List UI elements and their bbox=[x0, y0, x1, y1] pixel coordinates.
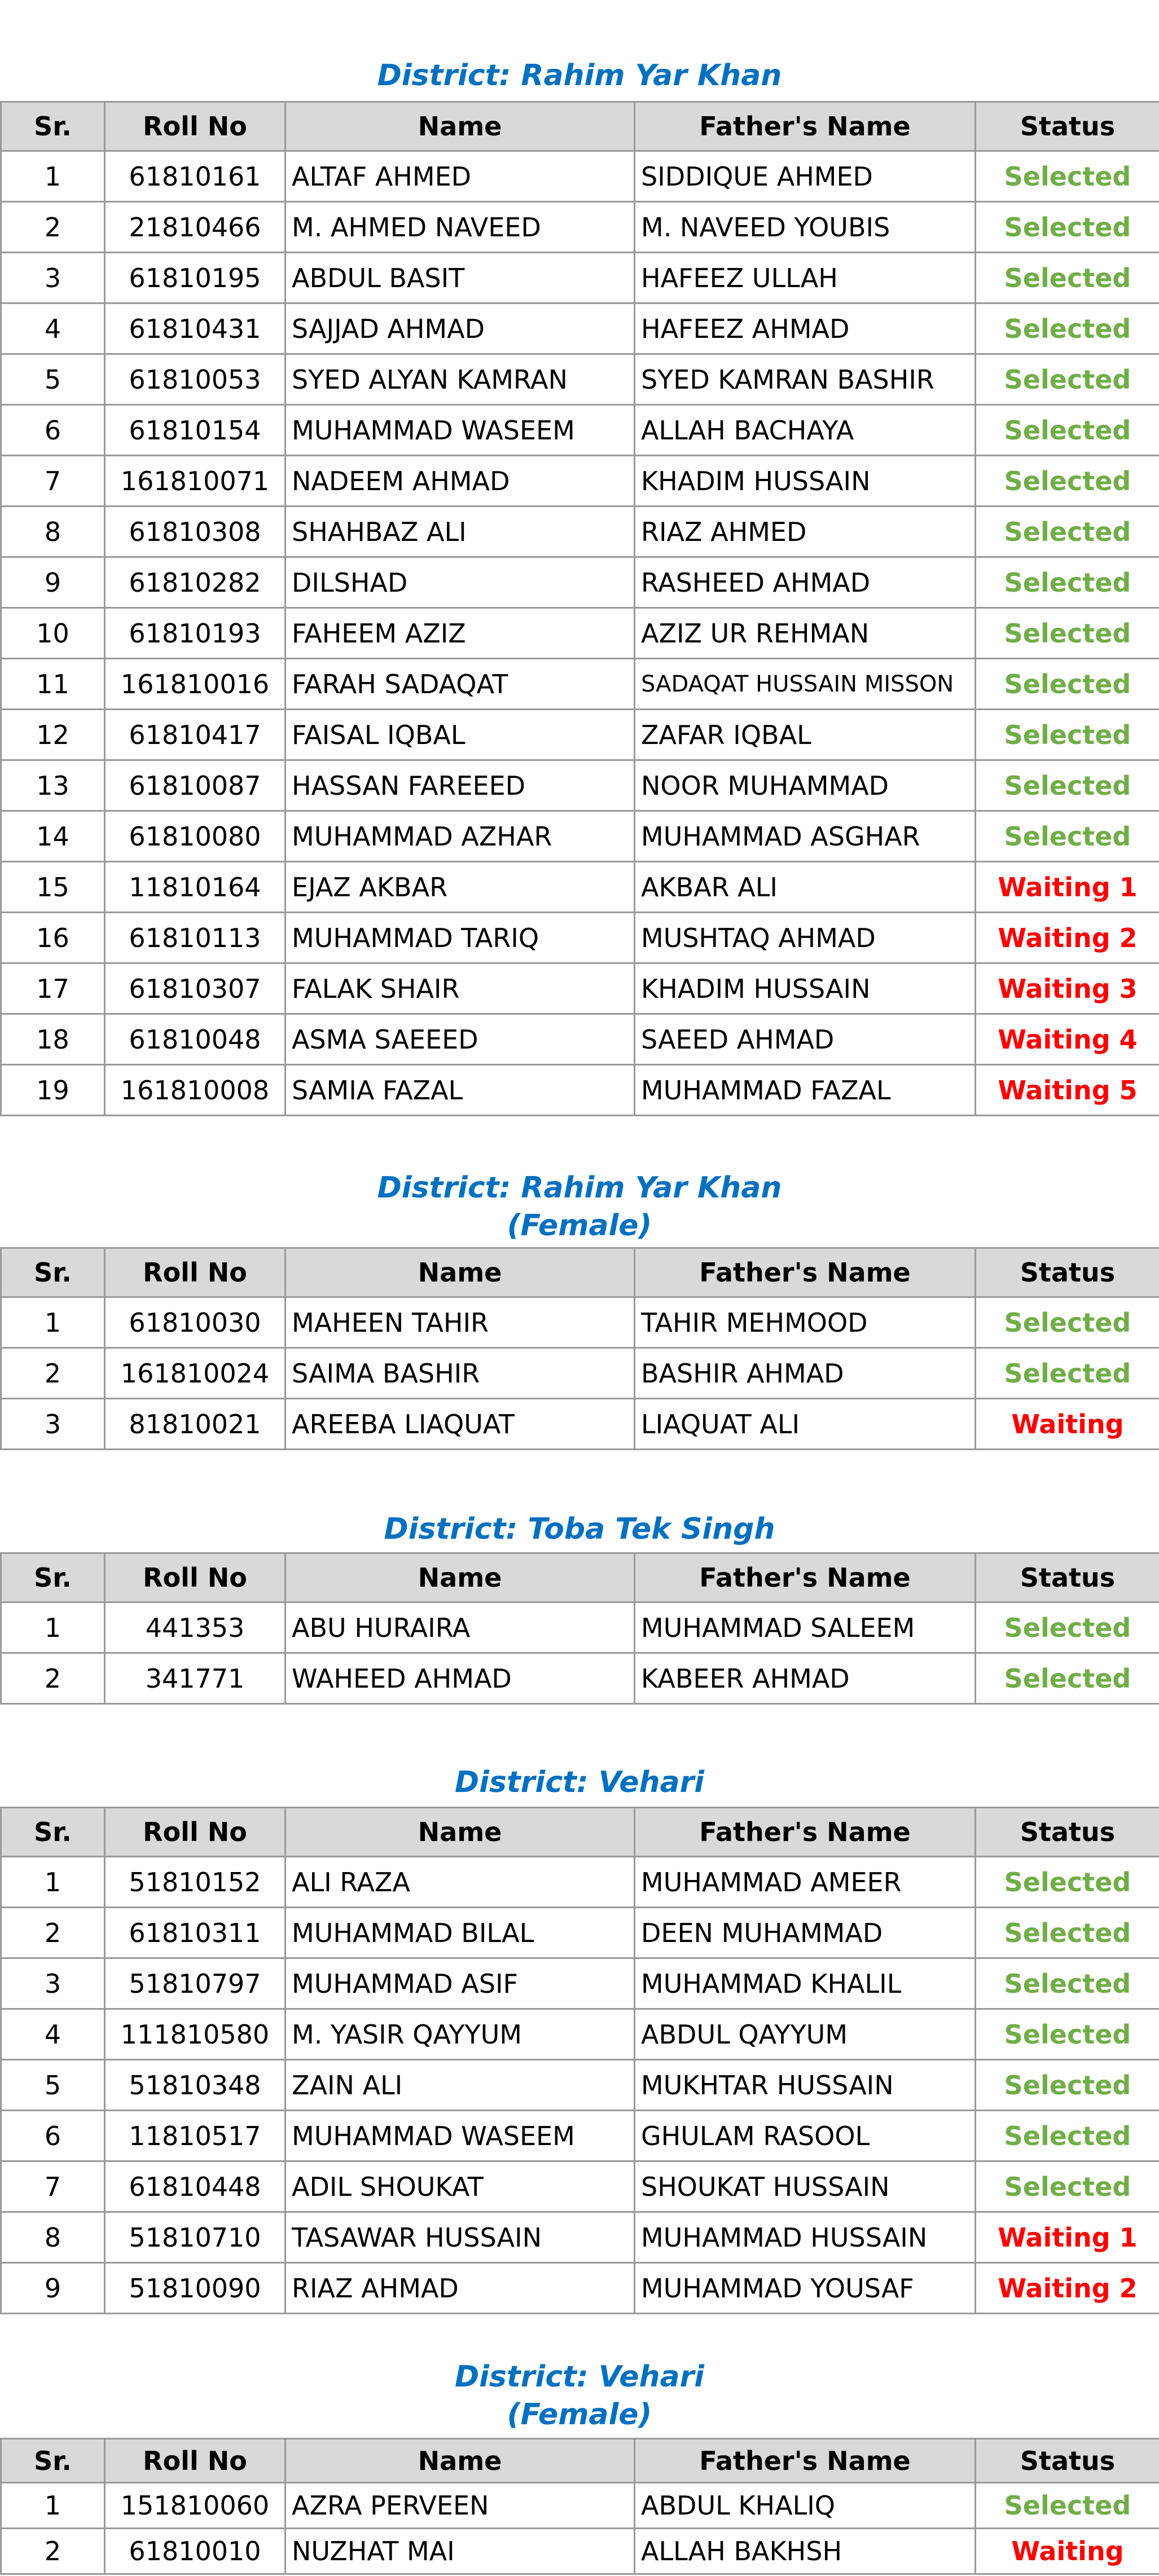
roll-no-cell: 61810053 bbox=[105, 354, 286, 405]
candidates-table bbox=[0, 2438, 1159, 2575]
name-cell: MUHAMMAD BILAL bbox=[286, 1908, 635, 1958]
table-row bbox=[1, 2111, 1159, 2161]
sr-cell: 14 bbox=[1, 811, 105, 862]
fathers-name-cell: MUHAMMAD KHALIL bbox=[635, 1958, 976, 2009]
fathers-name-cell: SAEED AHMAD bbox=[635, 1014, 976, 1065]
name-cell: MAHEEN TAHIR bbox=[286, 1297, 635, 1348]
fathers-name-cell: MUHAMMAD HUSSAIN bbox=[635, 2212, 976, 2263]
sr-cell: 1 bbox=[1, 1857, 105, 1908]
name-cell: SYED ALYAN KAMRAN bbox=[286, 354, 635, 405]
name-cell: MUHAMMAD AZHAR bbox=[286, 811, 635, 862]
fathers-name-cell: MUHAMMAD YOUSAF bbox=[635, 2263, 976, 2314]
table-row bbox=[1, 202, 1159, 253]
roll-no-cell: 161810071 bbox=[105, 456, 286, 507]
table-header-row bbox=[1, 102, 1159, 151]
status-cell: Selected bbox=[976, 202, 1159, 253]
roll-no-cell: 61810282 bbox=[105, 557, 286, 608]
roll-no-cell: 341771 bbox=[105, 1653, 286, 1704]
table-row bbox=[1, 557, 1159, 608]
sr-cell: 1 bbox=[1, 1297, 105, 1348]
table-row bbox=[1, 2009, 1159, 2060]
roll-no-cell: 11810164 bbox=[105, 862, 286, 913]
name-cell: SAMIA FAZAL bbox=[286, 1065, 635, 1116]
district-subtitle: (Female) bbox=[507, 2398, 652, 2432]
candidates-table bbox=[0, 1247, 1159, 1450]
fathers-name-cell: MUKHTAR HUSSAIN bbox=[635, 2060, 976, 2111]
roll-no-cell: 161810008 bbox=[105, 1065, 286, 1116]
status-cell: Selected bbox=[976, 760, 1159, 811]
fathers-name-cell: SIDDIQUE AHMED bbox=[635, 151, 976, 202]
sr-cell: 7 bbox=[1, 456, 105, 507]
fathers-name-cell: MUHAMMAD SALEEM bbox=[635, 1602, 976, 1653]
name-cell: NADEEM AHMAD bbox=[286, 456, 635, 507]
header-sr: Sr. bbox=[1, 1553, 105, 1602]
header-status: Status bbox=[976, 1248, 1159, 1297]
district-title: District: Toba Tek Singh bbox=[384, 1512, 775, 1546]
name-cell: MUHAMMAD TARIQ bbox=[286, 913, 635, 963]
table-header-row bbox=[1, 1553, 1159, 1602]
table-row bbox=[1, 1653, 1159, 1704]
sr-cell: 3 bbox=[1, 253, 105, 303]
roll-no-cell: 61810195 bbox=[105, 253, 286, 303]
status-cell: Waiting bbox=[976, 2529, 1159, 2574]
status-cell: Selected bbox=[976, 2060, 1159, 2111]
sr-cell: 2 bbox=[1, 202, 105, 253]
fathers-name-cell: SHOUKAT HUSSAIN bbox=[635, 2161, 976, 2212]
fathers-name-cell: M. NAVEED YOUBIS bbox=[635, 202, 976, 253]
sr-cell: 12 bbox=[1, 710, 105, 760]
fathers-name-cell: ABDUL KHALIQ bbox=[635, 2483, 976, 2529]
sr-cell: 3 bbox=[1, 1399, 105, 1450]
candidates-table bbox=[0, 101, 1159, 1116]
table-row bbox=[1, 1908, 1159, 1958]
status-cell: Selected bbox=[976, 1958, 1159, 2009]
fathers-name-cell: AZIZ UR REHMAN bbox=[635, 608, 976, 659]
name-cell: TASAWAR HUSSAIN bbox=[286, 2212, 635, 2263]
name-cell: DILSHAD bbox=[286, 557, 635, 608]
table-row bbox=[1, 1602, 1159, 1653]
sr-cell: 13 bbox=[1, 760, 105, 811]
fathers-name-cell: ZAFAR IQBAL bbox=[635, 710, 976, 760]
name-cell: MUHAMMAD WASEEM bbox=[286, 405, 635, 456]
status-cell: Waiting bbox=[976, 1399, 1159, 1450]
roll-no-cell: 61810448 bbox=[105, 2161, 286, 2212]
header-status: Status bbox=[976, 1808, 1159, 1857]
roll-no-cell: 51810710 bbox=[105, 2212, 286, 2263]
fathers-name-cell: MUHAMMAD ASGHAR bbox=[635, 811, 976, 862]
header-name: Name bbox=[286, 2439, 635, 2483]
roll-no-cell: 61810010 bbox=[105, 2529, 286, 2574]
header-name: Name bbox=[286, 1553, 635, 1602]
sr-cell: 11 bbox=[1, 659, 105, 710]
name-cell: EJAZ AKBAR bbox=[286, 862, 635, 913]
header-roll-no: Roll No bbox=[105, 102, 286, 151]
roll-no-cell: 61810080 bbox=[105, 811, 286, 862]
roll-no-cell: 61810087 bbox=[105, 760, 286, 811]
table-header-row bbox=[1, 1248, 1159, 1297]
sr-cell: 5 bbox=[1, 2060, 105, 2111]
roll-no-cell: 151810060 bbox=[105, 2483, 286, 2529]
sr-cell: 8 bbox=[1, 507, 105, 557]
name-cell: SAJJAD AHMAD bbox=[286, 303, 635, 354]
fathers-name-cell: HAFEEZ AHMAD bbox=[635, 303, 976, 354]
header-roll-no: Roll No bbox=[105, 2439, 286, 2483]
fathers-name-cell: GHULAM RASOOL bbox=[635, 2111, 976, 2161]
sr-cell: 3 bbox=[1, 1958, 105, 2009]
header-status: Status bbox=[976, 102, 1159, 151]
header-status: Status bbox=[976, 2439, 1159, 2483]
status-cell: Selected bbox=[976, 2009, 1159, 2060]
name-cell: ASMA SAEEED bbox=[286, 1014, 635, 1065]
name-cell: FARAH SADAQAT bbox=[286, 659, 635, 710]
table-row bbox=[1, 2212, 1159, 2263]
table-row bbox=[1, 151, 1159, 202]
name-cell: ADIL SHOUKAT bbox=[286, 2161, 635, 2212]
table-header-row bbox=[1, 1808, 1159, 1857]
fathers-name-cell: MUHAMMAD FAZAL bbox=[635, 1065, 976, 1116]
status-cell: Selected bbox=[976, 1908, 1159, 1958]
sr-cell: 2 bbox=[1, 1348, 105, 1399]
name-cell: ZAIN ALI bbox=[286, 2060, 635, 2111]
name-cell: M. YASIR QAYYUM bbox=[286, 2009, 635, 2060]
fathers-name-cell: NOOR MUHAMMAD bbox=[635, 760, 976, 811]
name-cell: HASSAN FAREEED bbox=[286, 760, 635, 811]
header-fathers-name: Father's Name bbox=[635, 1248, 976, 1297]
roll-no-cell: 441353 bbox=[105, 1602, 286, 1653]
table-row bbox=[1, 1399, 1159, 1450]
status-cell: Waiting 1 bbox=[976, 2212, 1159, 2263]
status-cell: Selected bbox=[976, 811, 1159, 862]
roll-no-cell: 51810348 bbox=[105, 2060, 286, 2111]
district-subtitle: (Female) bbox=[507, 1209, 652, 1243]
sr-cell: 19 bbox=[1, 1065, 105, 1116]
sr-cell: 2 bbox=[1, 1908, 105, 1958]
name-cell: ABDUL BASIT bbox=[286, 253, 635, 303]
name-cell: ALI RAZA bbox=[286, 1857, 635, 1908]
table-row bbox=[1, 253, 1159, 303]
name-cell: ABU HURAIRA bbox=[286, 1602, 635, 1653]
table-row bbox=[1, 2161, 1159, 2212]
table-header-row bbox=[1, 2439, 1159, 2483]
roll-no-cell: 161810016 bbox=[105, 659, 286, 710]
fathers-name-cell: ALLAH BACHAYA bbox=[635, 405, 976, 456]
roll-no-cell: 61810154 bbox=[105, 405, 286, 456]
name-cell: MUHAMMAD ASIF bbox=[286, 1958, 635, 2009]
sr-cell: 4 bbox=[1, 2009, 105, 2060]
table-row bbox=[1, 1014, 1159, 1065]
status-cell: Waiting 2 bbox=[976, 2263, 1159, 2314]
status-cell: Selected bbox=[976, 456, 1159, 507]
header-name: Name bbox=[286, 1808, 635, 1857]
status-cell: Selected bbox=[976, 2483, 1159, 2529]
sr-cell: 9 bbox=[1, 2263, 105, 2314]
candidates-table bbox=[0, 1807, 1159, 2314]
district-title: District: Vehari bbox=[454, 2360, 705, 2394]
name-cell: SHAHBAZ ALI bbox=[286, 507, 635, 557]
sr-cell: 6 bbox=[1, 405, 105, 456]
roll-no-cell: 51810797 bbox=[105, 1958, 286, 2009]
header-roll-no: Roll No bbox=[105, 1553, 286, 1602]
table-row bbox=[1, 963, 1159, 1014]
header-fathers-name: Father's Name bbox=[635, 1553, 976, 1602]
status-cell: Waiting 5 bbox=[976, 1065, 1159, 1116]
roll-no-cell: 61810307 bbox=[105, 963, 286, 1014]
sr-cell: 6 bbox=[1, 2111, 105, 2161]
fathers-name-cell: KHADIM HUSSAIN bbox=[635, 963, 976, 1014]
table-row bbox=[1, 354, 1159, 405]
name-cell: FALAK SHAIR bbox=[286, 963, 635, 1014]
sr-cell: 1 bbox=[1, 1602, 105, 1653]
sr-cell: 2 bbox=[1, 1653, 105, 1704]
table-row bbox=[1, 456, 1159, 507]
sr-cell: 15 bbox=[1, 862, 105, 913]
sr-cell: 8 bbox=[1, 2212, 105, 2263]
roll-no-cell: 11810517 bbox=[105, 2111, 286, 2161]
header-fathers-name: Father's Name bbox=[635, 102, 976, 151]
status-cell: Waiting 4 bbox=[976, 1014, 1159, 1065]
roll-no-cell: 61810431 bbox=[105, 303, 286, 354]
roll-no-cell: 61810308 bbox=[105, 507, 286, 557]
table-row bbox=[1, 710, 1159, 760]
name-cell: ALTAF AHMED bbox=[286, 151, 635, 202]
status-cell: Waiting 3 bbox=[976, 963, 1159, 1014]
fathers-name-cell: SADAQAT HUSSAIN MISSON bbox=[635, 659, 976, 710]
roll-no-cell: 111810580 bbox=[105, 2009, 286, 2060]
header-sr: Sr. bbox=[1, 2439, 105, 2483]
fathers-name-cell: BASHIR AHMAD bbox=[635, 1348, 976, 1399]
roll-no-cell: 81810021 bbox=[105, 1399, 286, 1450]
roll-no-cell: 61810161 bbox=[105, 151, 286, 202]
table-row bbox=[1, 811, 1159, 862]
table-row bbox=[1, 405, 1159, 456]
sr-cell: 5 bbox=[1, 354, 105, 405]
roll-no-cell: 61810417 bbox=[105, 710, 286, 760]
fathers-name-cell: SYED KAMRAN BASHIR bbox=[635, 354, 976, 405]
district-title: District: Rahim Yar Khan bbox=[377, 1171, 782, 1205]
table-row bbox=[1, 862, 1159, 913]
fathers-name-cell: RASHEED AHMAD bbox=[635, 557, 976, 608]
table-row bbox=[1, 1297, 1159, 1348]
table-row bbox=[1, 2263, 1159, 2314]
header-name: Name bbox=[286, 102, 635, 151]
roll-no-cell: 161810024 bbox=[105, 1348, 286, 1399]
table-row bbox=[1, 1065, 1159, 1116]
status-cell: Selected bbox=[976, 507, 1159, 557]
fathers-name-cell: KHADIM HUSSAIN bbox=[635, 456, 976, 507]
header-sr: Sr. bbox=[1, 102, 105, 151]
fathers-name-cell: ABDUL QAYYUM bbox=[635, 2009, 976, 2060]
sr-cell: 2 bbox=[1, 2529, 105, 2574]
table-row bbox=[1, 2483, 1159, 2529]
sr-cell: 7 bbox=[1, 2161, 105, 2212]
header-name: Name bbox=[286, 1248, 635, 1297]
name-cell: AREEBA LIAQUAT bbox=[286, 1399, 635, 1450]
status-cell: Selected bbox=[976, 710, 1159, 760]
sr-cell: 10 bbox=[1, 608, 105, 659]
fathers-name-cell: MUHAMMAD AMEER bbox=[635, 1857, 976, 1908]
roll-no-cell: 61810113 bbox=[105, 913, 286, 963]
header-fathers-name: Father's Name bbox=[635, 1808, 976, 1857]
sr-cell: 4 bbox=[1, 303, 105, 354]
status-cell: Selected bbox=[976, 2111, 1159, 2161]
roll-no-cell: 21810466 bbox=[105, 202, 286, 253]
table-row bbox=[1, 507, 1159, 557]
sr-cell: 9 bbox=[1, 557, 105, 608]
table-row bbox=[1, 303, 1159, 354]
sr-cell: 17 bbox=[1, 963, 105, 1014]
name-cell: WAHEED AHMAD bbox=[286, 1653, 635, 1704]
roll-no-cell: 61810193 bbox=[105, 608, 286, 659]
table-row bbox=[1, 1857, 1159, 1908]
name-cell: SAIMA BASHIR bbox=[286, 1348, 635, 1399]
district-title: District: Rahim Yar Khan bbox=[377, 59, 782, 93]
fathers-name-cell: MUSHTAQ AHMAD bbox=[635, 913, 976, 963]
name-cell: FAHEEM AZIZ bbox=[286, 608, 635, 659]
name-cell: AZRA PERVEEN bbox=[286, 2483, 635, 2529]
fathers-name-cell: DEEN MUHAMMAD bbox=[635, 1908, 976, 1958]
fathers-name-cell: AKBAR ALI bbox=[635, 862, 976, 913]
fathers-name-cell: KABEER AHMAD bbox=[635, 1653, 976, 1704]
name-cell: M. AHMED NAVEED bbox=[286, 202, 635, 253]
fathers-name-cell: ALLAH BAKHSH bbox=[635, 2529, 976, 2574]
name-cell: FAISAL IQBAL bbox=[286, 710, 635, 760]
roll-no-cell: 51810152 bbox=[105, 1857, 286, 1908]
status-cell: Selected bbox=[976, 354, 1159, 405]
roll-no-cell: 61810030 bbox=[105, 1297, 286, 1348]
sr-cell: 1 bbox=[1, 2483, 105, 2529]
status-cell: Selected bbox=[976, 659, 1159, 710]
sr-cell: 16 bbox=[1, 913, 105, 963]
header-status: Status bbox=[976, 1553, 1159, 1602]
candidates-table bbox=[0, 1552, 1159, 1705]
roll-no-cell: 61810048 bbox=[105, 1014, 286, 1065]
status-cell: Selected bbox=[976, 2161, 1159, 2212]
header-sr: Sr. bbox=[1, 1248, 105, 1297]
header-fathers-name: Father's Name bbox=[635, 2439, 976, 2483]
roll-no-cell: 51810090 bbox=[105, 2263, 286, 2314]
name-cell: RIAZ AHMAD bbox=[286, 2263, 635, 2314]
table-row bbox=[1, 1958, 1159, 2009]
status-cell: Selected bbox=[976, 1297, 1159, 1348]
header-sr: Sr. bbox=[1, 1808, 105, 1857]
name-cell: NUZHAT MAI bbox=[286, 2529, 635, 2574]
table-row bbox=[1, 913, 1159, 963]
table-row bbox=[1, 760, 1159, 811]
status-cell: Selected bbox=[976, 151, 1159, 202]
table-row bbox=[1, 1348, 1159, 1399]
table-row bbox=[1, 659, 1159, 710]
status-cell: Selected bbox=[976, 1348, 1159, 1399]
roll-no-cell: 61810311 bbox=[105, 1908, 286, 1958]
table-row bbox=[1, 2060, 1159, 2111]
status-cell: Selected bbox=[976, 253, 1159, 303]
header-roll-no: Roll No bbox=[105, 1808, 286, 1857]
fathers-name-cell: HAFEEZ ULLAH bbox=[635, 253, 976, 303]
header-roll-no: Roll No bbox=[105, 1248, 286, 1297]
status-cell: Selected bbox=[976, 1602, 1159, 1653]
fathers-name-cell: RIAZ AHMED bbox=[635, 507, 976, 557]
status-cell: Selected bbox=[976, 557, 1159, 608]
status-cell: Selected bbox=[976, 303, 1159, 354]
table-row bbox=[1, 608, 1159, 659]
name-cell: MUHAMMAD WASEEM bbox=[286, 2111, 635, 2161]
sr-cell: 1 bbox=[1, 151, 105, 202]
status-cell: Selected bbox=[976, 405, 1159, 456]
status-cell: Waiting 2 bbox=[976, 913, 1159, 963]
table-row bbox=[1, 2529, 1159, 2574]
status-cell: Waiting 1 bbox=[976, 862, 1159, 913]
sr-cell: 18 bbox=[1, 1014, 105, 1065]
district-title: District: Vehari bbox=[454, 1765, 705, 1799]
fathers-name-cell: TAHIR MEHMOOD bbox=[635, 1297, 976, 1348]
status-cell: Selected bbox=[976, 1653, 1159, 1704]
status-cell: Selected bbox=[976, 1857, 1159, 1908]
status-cell: Selected bbox=[976, 608, 1159, 659]
fathers-name-cell: LIAQUAT ALI bbox=[635, 1399, 976, 1450]
